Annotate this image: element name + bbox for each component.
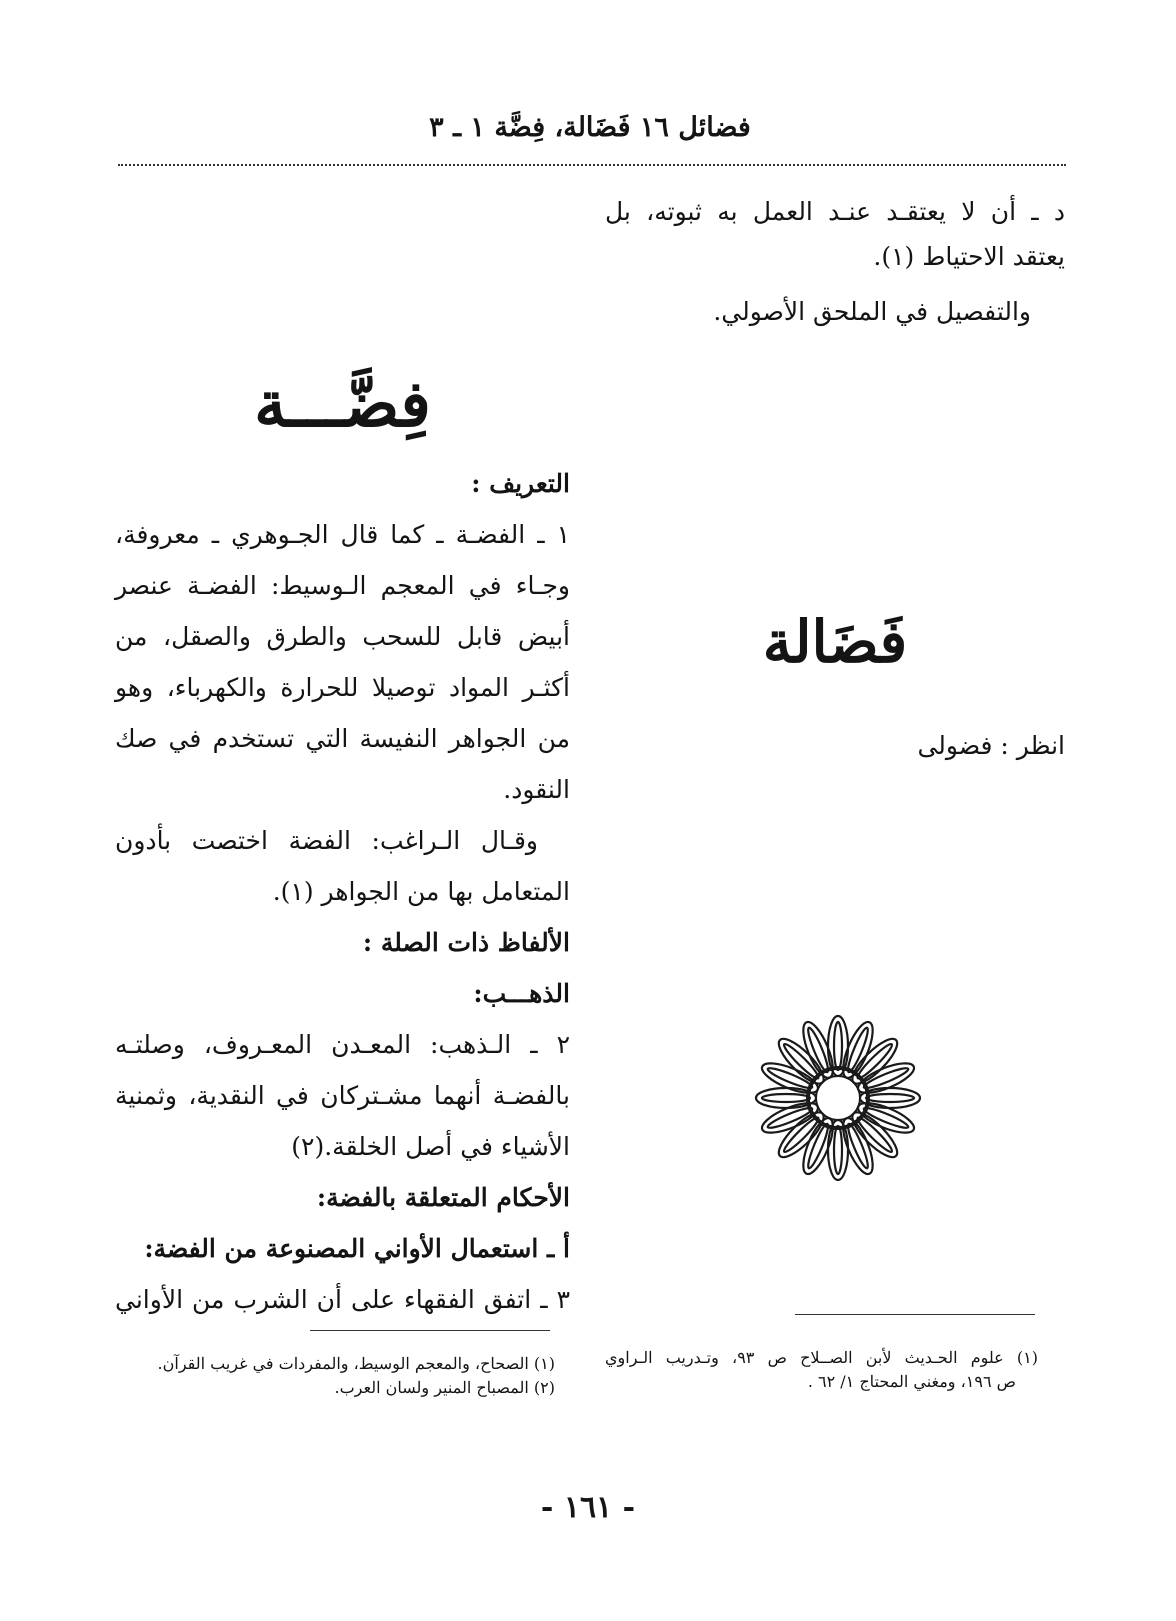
subheading: الذهـــب:: [473, 979, 570, 1008]
footnote-line: (٢) المصباح المنير ولسان العرب.: [334, 1378, 555, 1397]
footnote-line: (١) علوم الحـديث لأبن الصــلاح ص ٩٣، وتـدريب الـراوي: [605, 1348, 1038, 1367]
right-column-top-text: [605, 186, 1065, 337]
header-dotted-rule: [118, 164, 1066, 166]
left-footnote-rule: [310, 1330, 550, 1331]
text-line: بالفضـة أنهما مشـتركان في النقدية، وثمنية: [115, 1081, 570, 1110]
section-heading: الأحكام المتعلقة بالفضة:: [316, 1183, 570, 1212]
see-also-reference: انظر : فضولى: [917, 731, 1065, 760]
text-line: يعتقد الاحتياط (١).: [873, 242, 1065, 271]
text-line: الأشياء في أصل الخلقة.(٢): [291, 1132, 570, 1161]
text-line: النقود.: [503, 775, 570, 804]
left-column-text: [115, 458, 570, 1325]
text-line: ١ ـ الفضـة ـ كما قال الجـوهري ـ معروفة،: [115, 520, 570, 549]
right-footnote-rule: [795, 1314, 1035, 1315]
star-ornament-icon: [752, 1012, 924, 1184]
footnote-line: ص ١٩٦، ومغني المحتاج ١/ ٦٢ .: [807, 1372, 1016, 1391]
subheading: أ ـ استعمال الأواني المصنوعة من الفضة:: [144, 1234, 570, 1263]
text-line: وجـاء في المعجم الـوسيط: الفضـة عنصر: [115, 571, 570, 600]
page-number: - ١٦١ -: [540, 1490, 636, 1525]
text-line: من الجواهر النفيسة التي تستخدم في صك: [115, 724, 570, 753]
text-line: د ـ أن لا يعتقـد عنـد العمل به ثبوته، بل: [605, 197, 1065, 226]
text-line: ٣ ـ اتفق الفقهاء على أن الشرب من الأواني: [115, 1285, 570, 1314]
footnote-line: (١) الصحاح، والمعجم الوسيط، والمفردات في غريب القرآن.: [157, 1354, 555, 1373]
left-footnotes: [115, 1352, 555, 1400]
text-line: المتعامل بها من الجواهر (١).: [272, 877, 570, 906]
section-heading: التعريف :: [471, 469, 570, 498]
text-line: والتفصيل في الملحق الأصولي.: [713, 297, 1031, 326]
entry-title-fadala: فَضَالة: [762, 608, 908, 676]
entry-title-fidda: فِضَّـــة: [254, 367, 431, 442]
right-footnotes: [605, 1346, 1038, 1394]
text-line: وقـال الـراغب: الفضة اختصت بأدون: [115, 826, 538, 855]
section-heading: الألفاظ ذات الصلة :: [362, 928, 570, 957]
text-line: أكثـر المواد توصيلا للحرارة والكهرباء، وهو: [115, 673, 570, 702]
text-line: ٢ ـ الـذهب: المعـدن المعـروف، وصلتـه: [115, 1030, 570, 1059]
page-header: فضائل ١٦ فَضَالة، فِضَّة ١ ـ ٣: [429, 112, 751, 143]
text-line: أبيض قابل للسحب والطرق والصقل، من: [115, 622, 570, 651]
